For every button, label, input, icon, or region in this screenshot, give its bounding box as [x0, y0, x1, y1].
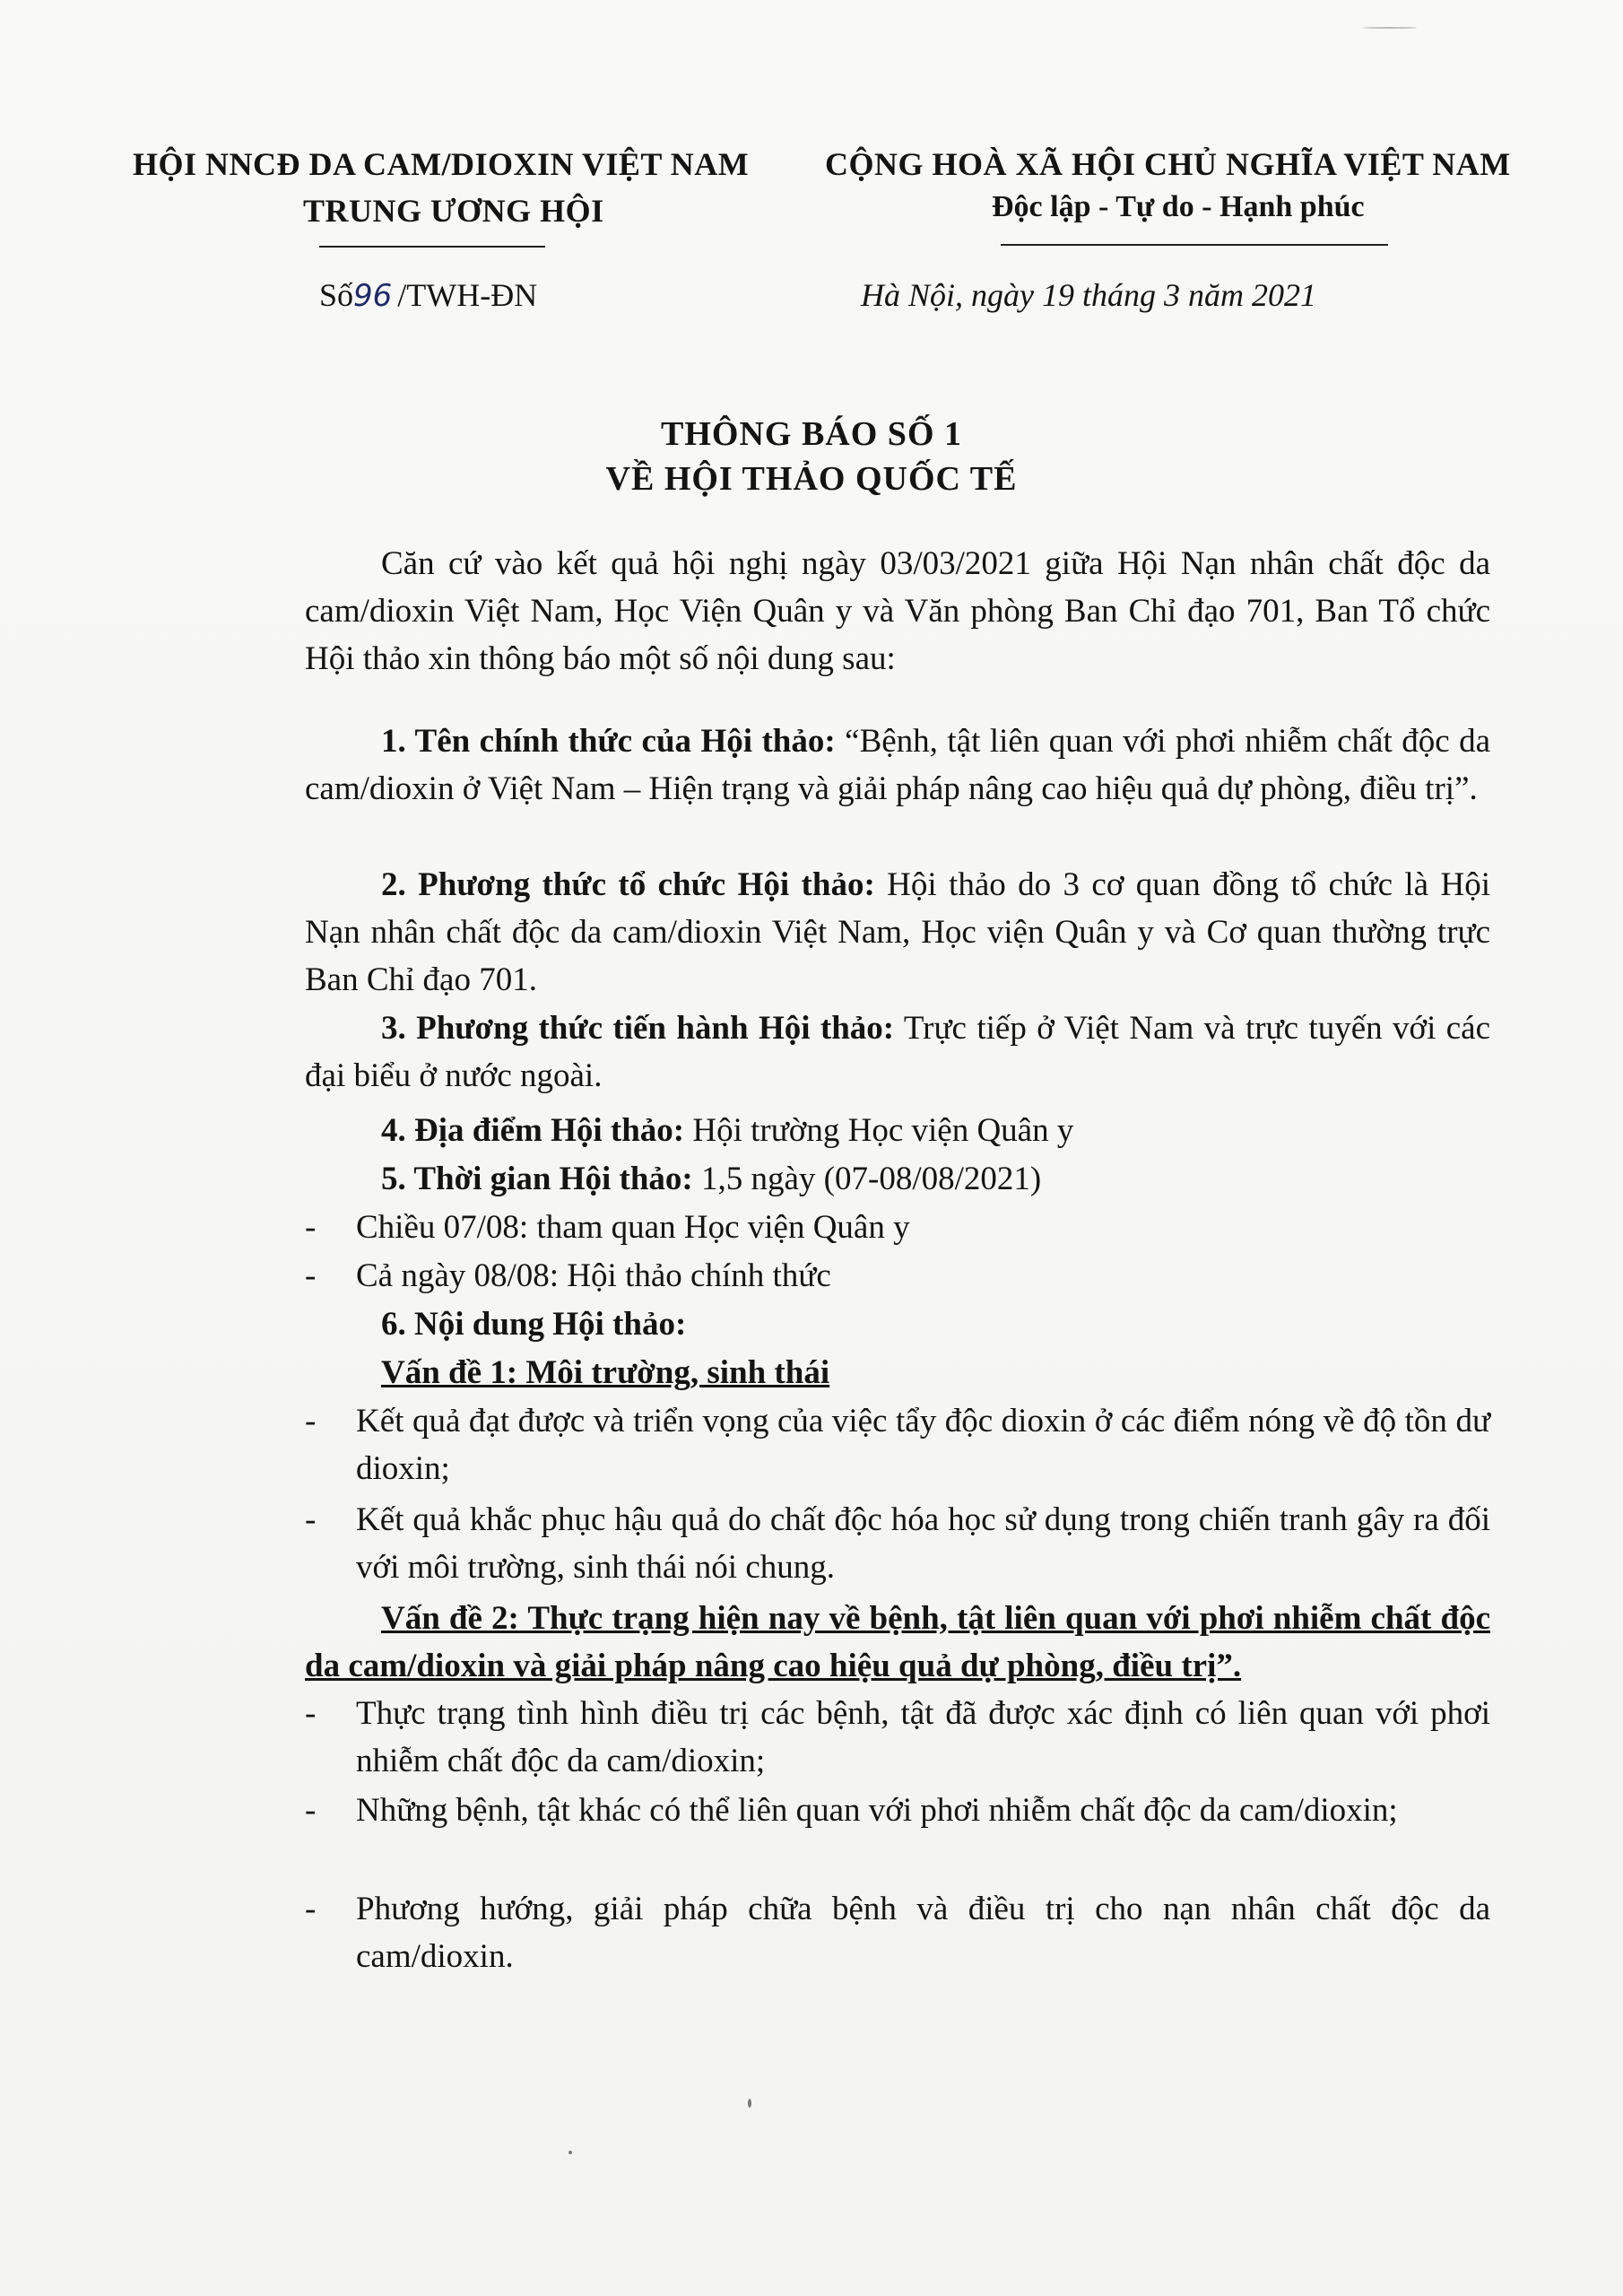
section-2	[305, 861, 1490, 1004]
reference-suffix: /TWH-ĐN	[397, 277, 538, 313]
schedule-item	[305, 1204, 1490, 1251]
document-subtitle: VỀ HỘI THẢO QUỐC TẾ	[605, 460, 1018, 498]
section-1-text: “Bệnh, tật liên quan với phơi nhiễm chất độc da cam/dioxin ở Việt Nam – Hiện trạng và giải pháp nâng cao hiệu quả dự phòng, điều trị”.	[305, 723, 1490, 807]
org-subname: TRUNG ƯƠNG HỘI	[303, 193, 604, 229]
scan-speck	[1363, 27, 1417, 29]
dash-bullet: -	[305, 1209, 317, 1246]
document-title: THÔNG BÁO SỐ 1	[661, 415, 962, 453]
section-2-label: 2. Phương thức tổ chức Hội thảo:	[381, 866, 875, 903]
dash-bullet: -	[305, 1792, 317, 1829]
section-6-label: 6. Nội dung Hội thảo:	[381, 1306, 687, 1343]
schedule-item	[305, 1252, 1490, 1300]
dash-bullet: -	[305, 1257, 317, 1294]
section-3-text: Trực tiếp ở Việt Nam và trực tuyến với các đại biểu ở nước ngoài.	[305, 1010, 1490, 1094]
schedule-item-text: Cả ngày 08/08: Hội thảo chính thức	[356, 1257, 831, 1294]
topic-1-item	[305, 1496, 1490, 1591]
org-underline	[319, 246, 545, 248]
topic-1-item-text: Kết quả đạt được và triển vọng của việc tẩy độc dioxin ở các điểm nóng về độ tồn dư dioxin;	[356, 1403, 1490, 1487]
topic-2-title-row	[305, 1595, 1490, 1690]
dash-bullet: -	[305, 1695, 317, 1732]
reference-number	[319, 276, 537, 314]
topic-2-item	[305, 1885, 1490, 1980]
topic-1-item	[305, 1397, 1490, 1492]
topic-1-item-text: Kết quả khắc phục hậu quả do chất độc hóa học sử dụng trong chiến tranh gây ra đối với môi trường, sinh thái nói chung.	[356, 1501, 1490, 1586]
section-5-text: 1,5 ngày (07-08/08/2021)	[692, 1161, 1042, 1197]
reference-prefix: Số	[319, 277, 354, 313]
topic-2-item	[305, 1690, 1490, 1785]
section-3-label: 3. Phương thức tiến hành Hội thảo:	[381, 1010, 895, 1047]
nation-name: CỘNG HOÀ XÃ HỘI CHỦ NGHĨA VIỆT NAM	[825, 146, 1511, 182]
section-5-label: 5. Thời gian Hội thảo:	[381, 1161, 693, 1197]
section-4-label: 4. Địa điểm Hội thảo:	[381, 1112, 685, 1149]
dash-bullet: -	[305, 1501, 317, 1538]
schedule-item-text: Chiều 07/08: tham quan Học viện Quân y	[356, 1209, 910, 1246]
topic-1-title-row	[305, 1349, 1490, 1396]
motto-underline	[1001, 244, 1388, 246]
section-2-text: Hội thảo do 3 cơ quan đồng tổ chức là Hội Nạn nhân chất độc da cam/dioxin Việt Nam, Học viện Quân y và Cơ quan thường trực Ban Chỉ đạo 701.	[305, 866, 1490, 998]
topic-2-title: Vấn đề 2: Thực trạng hiện nay về bệnh, tật liên quan với phơi nhiễm chất độc da cam/dioxin và giải pháp nâng cao hiệu quả dự phòng, điều trị”.	[305, 1600, 1490, 1684]
section-4	[305, 1107, 1490, 1154]
topic-2-item-text: Phương hướng, giải pháp chữa bệnh và điều trị cho nạn nhân chất độc da cam/dioxin.	[356, 1891, 1490, 1975]
nation-motto: Độc lập - Tự do - Hạnh phúc	[992, 190, 1365, 223]
topic-2-item	[305, 1787, 1490, 1834]
topic-2-item-text: Những bệnh, tật khác có thể liên quan với phơi nhiễm chất độc da cam/dioxin;	[356, 1792, 1398, 1829]
reference-number-handwritten: 96	[353, 278, 393, 314]
scan-speck	[748, 2099, 751, 2108]
section-1	[305, 718, 1490, 813]
scan-speck	[568, 2151, 572, 2154]
section-1-label: 1. Tên chính thức của Hội thảo:	[381, 723, 836, 760]
topic-2-item-text: Thực trạng tình hình điều trị các bệnh, tật đã được xác định có liên quan với phơi nhiễm chất độc da cam/dioxin;	[356, 1695, 1490, 1779]
section-6	[305, 1300, 1490, 1348]
org-name: HỘI NNCĐ DA CAM/DIOXIN VIỆT NAM	[133, 146, 750, 182]
section-4-text: Hội trường Học viện Quân y	[684, 1112, 1074, 1149]
document-date: Hà Nội, ngày 19 tháng 3 năm 2021	[861, 277, 1316, 313]
section-3	[305, 1004, 1490, 1100]
section-5	[305, 1155, 1490, 1203]
dash-bullet: -	[305, 1891, 317, 1927]
dash-bullet: -	[305, 1403, 317, 1439]
topic-1-title: Vấn đề 1: Môi trường, sinh thái	[381, 1354, 830, 1391]
intro-paragraph: Căn cứ vào kết quả hội nghị ngày 03/03/2021 giữa Hội Nạn nhân chất độc da cam/dioxin Việt Nam, Học Viện Quân y và Văn phòng Ban Chỉ đạo 701, Ban Tổ chức Hội thảo xin thông báo một số nội dung sau:	[305, 545, 1490, 677]
